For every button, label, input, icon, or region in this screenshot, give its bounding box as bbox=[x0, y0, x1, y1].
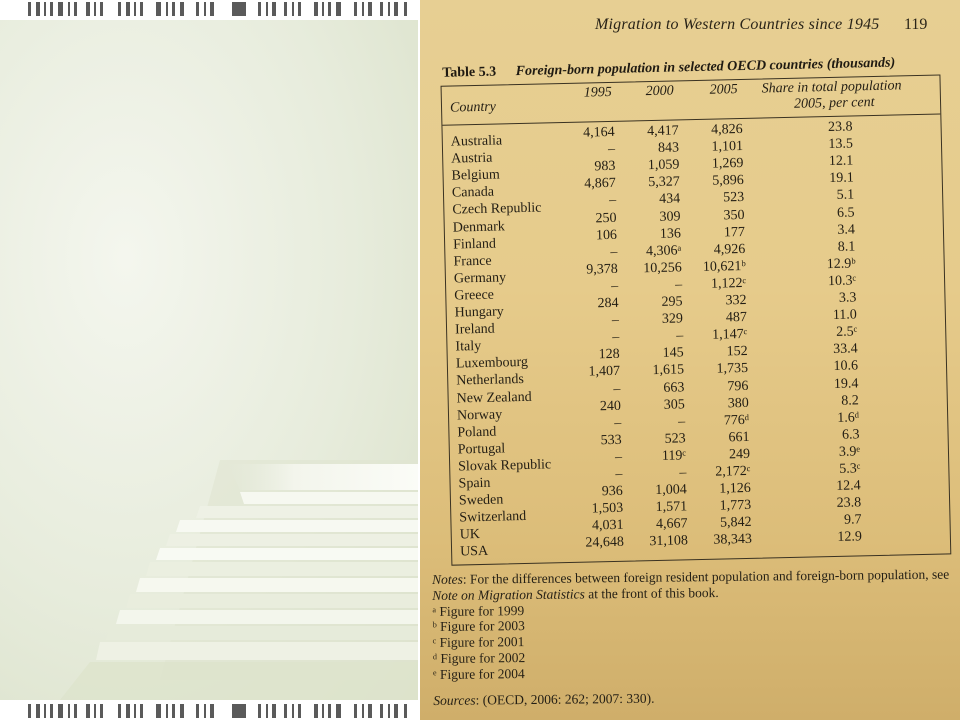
row-country: Poland bbox=[457, 424, 497, 441]
barcode-bar bbox=[328, 2, 331, 16]
row-value-y2005: 1,147ᶜ bbox=[712, 327, 748, 343]
barcode-bar bbox=[284, 2, 287, 16]
row-value-y1995: 983 bbox=[594, 159, 616, 175]
row-value-y2000: 1,059 bbox=[647, 157, 680, 174]
barcode-bar bbox=[292, 704, 294, 718]
note-b: ᵇ Figure for 2003 bbox=[432, 618, 525, 635]
row-value-y1995: – bbox=[612, 330, 620, 346]
barcode-bar bbox=[210, 2, 214, 16]
row-value-y2005: 776ᵈ bbox=[723, 412, 750, 429]
row-value-share: 3.4 bbox=[837, 222, 856, 238]
barcode-bar bbox=[68, 704, 70, 718]
row-value-share: 19.1 bbox=[829, 170, 854, 187]
row-value-y1995: – bbox=[615, 466, 623, 482]
row-value-y1995: – bbox=[614, 415, 622, 431]
row-country: Sweden bbox=[458, 492, 504, 509]
barcode-bar bbox=[232, 2, 246, 16]
col-header-country: Country bbox=[449, 99, 497, 116]
barcode-bar bbox=[266, 2, 268, 16]
barcode-bar bbox=[362, 704, 364, 718]
row-value-y1995: – bbox=[611, 312, 620, 329]
row-value-share: 23.8 bbox=[827, 119, 853, 136]
barcode-bar bbox=[118, 2, 121, 16]
barcode-bar bbox=[58, 2, 63, 16]
barcode-bar bbox=[272, 704, 276, 718]
barcode-bar bbox=[172, 2, 175, 16]
row-value-y2005: 380 bbox=[727, 395, 749, 411]
running-header: Migration to Western Countries since 1945 bbox=[595, 16, 880, 33]
row-value-y1995: 9,378 bbox=[586, 261, 618, 278]
slide-background-panel bbox=[0, 20, 418, 700]
sources-line bbox=[433, 687, 953, 708]
row-value-y2000: 523 bbox=[664, 431, 686, 447]
notes-label: Notes bbox=[432, 571, 463, 587]
row-value-share: 12.1 bbox=[828, 153, 854, 170]
barcode-bar bbox=[156, 704, 161, 718]
row-value-y2000: 663 bbox=[663, 379, 685, 396]
page-number: 119 bbox=[904, 16, 928, 33]
row-country: Hungary bbox=[454, 304, 504, 321]
row-value-y1995: – bbox=[610, 278, 619, 294]
row-value-y1995: 4,867 bbox=[584, 176, 616, 192]
row-value-y1995: 533 bbox=[600, 432, 622, 449]
paper-stack-image bbox=[0, 20, 418, 700]
barcode-bar bbox=[314, 704, 318, 718]
row-value-y2005: 2,172ᶜ bbox=[715, 463, 751, 480]
barcode-bar bbox=[180, 704, 184, 718]
row-country: Ireland bbox=[454, 321, 495, 338]
barcode-bar bbox=[86, 704, 90, 718]
barcode-bar bbox=[362, 2, 364, 16]
row-country: Greece bbox=[454, 287, 495, 304]
table-5-3 bbox=[432, 50, 959, 582]
row-value-share: 3.9ᵉ bbox=[838, 444, 861, 460]
row-country: Luxembourg bbox=[455, 355, 529, 372]
row-country: New Zealand bbox=[456, 389, 532, 407]
barcode-bar bbox=[354, 2, 357, 16]
row-value-y2005: 487 bbox=[725, 310, 748, 326]
row-value-y1995: 240 bbox=[599, 398, 622, 414]
barcode-bar bbox=[298, 704, 301, 718]
row-value-share: 8.2 bbox=[841, 393, 859, 409]
barcode-bar bbox=[28, 704, 31, 718]
barcode-bar bbox=[322, 704, 324, 718]
row-value-share: 1.6ᵈ bbox=[837, 410, 860, 426]
row-value-y2000: – bbox=[676, 328, 684, 344]
row-value-y2000: – bbox=[674, 277, 683, 293]
row-value-share: 2.5ᶜ bbox=[835, 324, 858, 341]
table-notes bbox=[432, 567, 953, 709]
row-value-y2000: 305 bbox=[663, 396, 686, 413]
row-value-y2005: 332 bbox=[725, 292, 747, 309]
barcode-bar bbox=[74, 704, 77, 718]
row-value-y2000: 119ᶜ bbox=[661, 448, 687, 464]
row-value-y2005: 249 bbox=[728, 446, 751, 463]
row-value-y2005: 177 bbox=[723, 224, 746, 241]
barcode-bar bbox=[266, 704, 268, 718]
barcode-bar bbox=[354, 704, 357, 718]
row-value-y2005: 1,122ᶜ bbox=[710, 275, 747, 292]
barcode-bar bbox=[100, 704, 103, 718]
barcode-bar bbox=[44, 2, 46, 16]
row-value-y1995: – bbox=[613, 381, 621, 397]
barcode-bar bbox=[368, 704, 372, 718]
barcode-bar bbox=[134, 704, 136, 718]
row-value-y2000: 136 bbox=[659, 225, 682, 242]
row-value-y2005: 523 bbox=[722, 190, 745, 206]
barcode-bar bbox=[156, 2, 161, 16]
barcode-bar bbox=[322, 2, 324, 16]
row-value-y1995: 4,164 bbox=[582, 124, 615, 141]
row-value-y1995: 4,031 bbox=[591, 518, 624, 534]
barcode-bar bbox=[336, 704, 341, 718]
row-value-y1995: – bbox=[610, 244, 618, 260]
row-value-y2000: 1,004 bbox=[655, 482, 687, 499]
barcode-bar bbox=[404, 2, 407, 16]
barcode-bar bbox=[172, 704, 175, 718]
row-value-y2000: 295 bbox=[661, 294, 683, 310]
row-value-share: 8.1 bbox=[837, 239, 856, 255]
barcode-bar bbox=[126, 704, 130, 718]
row-value-share: 12.9 bbox=[837, 529, 863, 546]
row-value-y2000: 4,306ᵃ bbox=[645, 243, 682, 259]
row-value-share: 23.8 bbox=[836, 495, 862, 512]
row-country: Australia bbox=[450, 133, 503, 150]
row-value-y1995: 106 bbox=[595, 227, 618, 243]
barcode-bar bbox=[68, 2, 70, 16]
row-value-share: 12.9ᵇ bbox=[826, 256, 856, 272]
barcode-bar bbox=[272, 2, 276, 16]
row-value-share: 5.1 bbox=[836, 187, 855, 204]
row-value-y2000: 1,571 bbox=[655, 499, 688, 516]
barcode-bar bbox=[196, 2, 199, 16]
row-value-share: 6.3 bbox=[841, 427, 860, 443]
row-value-y2000: 10,256 bbox=[643, 260, 682, 277]
row-country: Canada bbox=[451, 184, 495, 201]
row-value-share: 19.4 bbox=[833, 375, 859, 392]
row-value-y2005: 661 bbox=[728, 429, 750, 446]
row-value-y1995: 1,503 bbox=[591, 500, 624, 517]
row-value-share: 12.4 bbox=[836, 478, 861, 495]
row-country: Finland bbox=[452, 236, 497, 253]
row-value-y2000: 5,327 bbox=[648, 174, 680, 191]
header-rule bbox=[442, 113, 940, 125]
barcode-bar bbox=[380, 704, 383, 718]
row-value-share: 10.6 bbox=[833, 358, 859, 375]
col-header-1995: 1995 bbox=[583, 84, 612, 101]
row-value-y2005: 1,101 bbox=[711, 139, 744, 155]
barcode-bar bbox=[210, 704, 214, 718]
row-value-y2000: 843 bbox=[657, 140, 680, 156]
notes-text-after: at the front of this book. bbox=[584, 584, 719, 602]
col-header-share-line1: Share in total population bbox=[761, 78, 902, 97]
row-value-y2000: 31,108 bbox=[649, 533, 689, 550]
barcode-bar bbox=[126, 2, 130, 16]
barcode-bar bbox=[196, 704, 199, 718]
col-header-share-line2: 2005, per cent bbox=[793, 94, 875, 112]
row-value-y2000: 1,615 bbox=[652, 362, 685, 379]
notes-reference: Note on Migration Statistics bbox=[432, 586, 585, 603]
row-value-y2000: 434 bbox=[659, 191, 681, 208]
barcode-bar bbox=[86, 2, 90, 16]
table-title: Foreign-born population in selected OECD countries (thousands) bbox=[515, 55, 896, 80]
row-value-y2005: 350 bbox=[723, 207, 745, 223]
barcode-bar bbox=[50, 2, 53, 16]
row-value-y1995: – bbox=[609, 193, 617, 209]
table-frame bbox=[441, 74, 952, 565]
row-country: Germany bbox=[453, 270, 507, 287]
row-value-share: 33.4 bbox=[832, 341, 858, 358]
notes-text-before: : For the differences between foreign resident population and foreign-born population, see bbox=[462, 566, 950, 587]
barcode-bar bbox=[258, 704, 261, 718]
note-d: ᵈ Figure for 2002 bbox=[432, 650, 526, 666]
barcode-bar bbox=[388, 2, 390, 16]
row-value-y2005: 38,343 bbox=[713, 532, 753, 549]
row-country: Belgium bbox=[451, 167, 500, 184]
barcode-bar bbox=[336, 2, 341, 16]
note-e: ᵉ Figure for 2004 bbox=[432, 665, 525, 682]
barcode-bar bbox=[298, 2, 301, 16]
barcode-bar bbox=[94, 2, 96, 16]
barcode-bar bbox=[404, 704, 407, 718]
row-value-y2000: – bbox=[679, 465, 687, 481]
barcode-bar bbox=[74, 2, 77, 16]
table-label: Table 5.3 bbox=[442, 64, 497, 81]
row-country: Slovak Republic bbox=[458, 457, 552, 475]
row-value-y2005: 1,735 bbox=[716, 361, 749, 378]
barcode-bar bbox=[134, 2, 136, 16]
barcode-bar bbox=[368, 2, 372, 16]
barcode-bar bbox=[394, 2, 398, 16]
barcode-bar bbox=[166, 2, 168, 16]
barcode-bar bbox=[204, 704, 206, 718]
row-value-y2005: 10,621ᵇ bbox=[702, 258, 746, 275]
barcode-bar bbox=[380, 2, 383, 16]
barcode-bar bbox=[204, 2, 206, 16]
row-country: Spain bbox=[458, 475, 491, 492]
row-value-share: 13.5 bbox=[828, 136, 854, 153]
row-value-share: 5.3ᶜ bbox=[839, 461, 861, 477]
row-country: Portugal bbox=[457, 441, 506, 458]
barcode-bar bbox=[394, 704, 398, 718]
barcode-bar bbox=[140, 2, 143, 16]
row-value-y1995: 250 bbox=[595, 210, 617, 226]
row-value-y1995: 284 bbox=[597, 295, 619, 312]
row-value-y2000: 329 bbox=[661, 311, 684, 327]
row-value-y2005: 5,896 bbox=[712, 173, 744, 189]
row-country: Netherlands bbox=[456, 372, 525, 389]
row-value-share: 3.3 bbox=[838, 290, 857, 306]
row-value-y2005: 1,269 bbox=[711, 156, 744, 172]
barcode-bar bbox=[314, 2, 318, 16]
row-country: Czech Republic bbox=[452, 200, 542, 218]
row-country: Denmark bbox=[452, 218, 506, 236]
row-value-share: 9.7 bbox=[843, 512, 862, 529]
barcode-bar bbox=[100, 2, 103, 16]
row-value-share: 6.5 bbox=[836, 204, 855, 221]
row-country: Switzerland bbox=[459, 509, 527, 526]
row-value-y2005: 1,126 bbox=[719, 480, 751, 497]
barcode-bar bbox=[140, 704, 143, 718]
barcode-bar bbox=[166, 704, 168, 718]
row-value-y2005: 5,842 bbox=[719, 515, 752, 531]
row-value-y2000: – bbox=[678, 414, 686, 430]
col-header-2000: 2000 bbox=[645, 83, 674, 100]
row-country: Norway bbox=[456, 407, 503, 424]
row-value-y2000: 4,667 bbox=[655, 516, 688, 533]
row-value-y2005: 4,926 bbox=[713, 241, 746, 258]
row-value-y2000: 4,417 bbox=[646, 123, 679, 140]
row-value-y2005: 4,826 bbox=[710, 121, 743, 138]
barcode-bar bbox=[36, 704, 40, 718]
barcode-bar bbox=[180, 2, 184, 16]
row-country: France bbox=[453, 253, 492, 270]
row-value-y1995: 128 bbox=[598, 347, 620, 363]
row-country: Italy bbox=[455, 339, 482, 355]
barcode-bar bbox=[94, 704, 96, 718]
barcode-bar bbox=[258, 2, 261, 16]
row-value-y2005: 1,773 bbox=[719, 498, 752, 514]
row-value-y1995: – bbox=[607, 141, 616, 158]
row-value-share: 11.0 bbox=[832, 307, 858, 324]
barcode-bar bbox=[232, 704, 246, 718]
row-value-share: 10.3ᶜ bbox=[827, 273, 857, 289]
row-value-y1995: – bbox=[614, 449, 623, 465]
row-value-y2000: 309 bbox=[659, 208, 681, 225]
row-country: USA bbox=[459, 544, 489, 560]
barcode-bar bbox=[58, 704, 63, 718]
barcode-bar bbox=[292, 2, 294, 16]
note-c: ᶜ Figure for 2001 bbox=[432, 634, 525, 651]
barcode-bar bbox=[118, 704, 121, 718]
col-header-2005: 2005 bbox=[709, 82, 738, 98]
barcode-bar bbox=[28, 2, 31, 16]
barcode-bar bbox=[388, 704, 390, 718]
book-page-photo bbox=[420, 0, 960, 720]
sources-label: Sources bbox=[433, 692, 476, 708]
barcode-bar bbox=[36, 2, 40, 16]
row-value-y2005: 152 bbox=[726, 344, 748, 360]
barcode-bar bbox=[50, 704, 53, 718]
row-value-y2005: 796 bbox=[727, 378, 749, 394]
row-value-y1995: 24,648 bbox=[585, 535, 625, 552]
barcode-bar bbox=[328, 704, 331, 718]
row-value-y1995: 936 bbox=[601, 483, 623, 500]
barcode-bar bbox=[44, 704, 46, 718]
row-country: Austria bbox=[451, 150, 493, 167]
note-a: ᵃ Figure for 1999 bbox=[432, 602, 525, 619]
row-country: UK bbox=[459, 527, 481, 543]
row-value-y2000: 145 bbox=[662, 345, 684, 362]
barcode-bar bbox=[284, 704, 287, 718]
row-value-y1995: 1,407 bbox=[588, 364, 621, 380]
sources-text: : (OECD, 2006: 262; 2007: 330). bbox=[475, 690, 655, 708]
